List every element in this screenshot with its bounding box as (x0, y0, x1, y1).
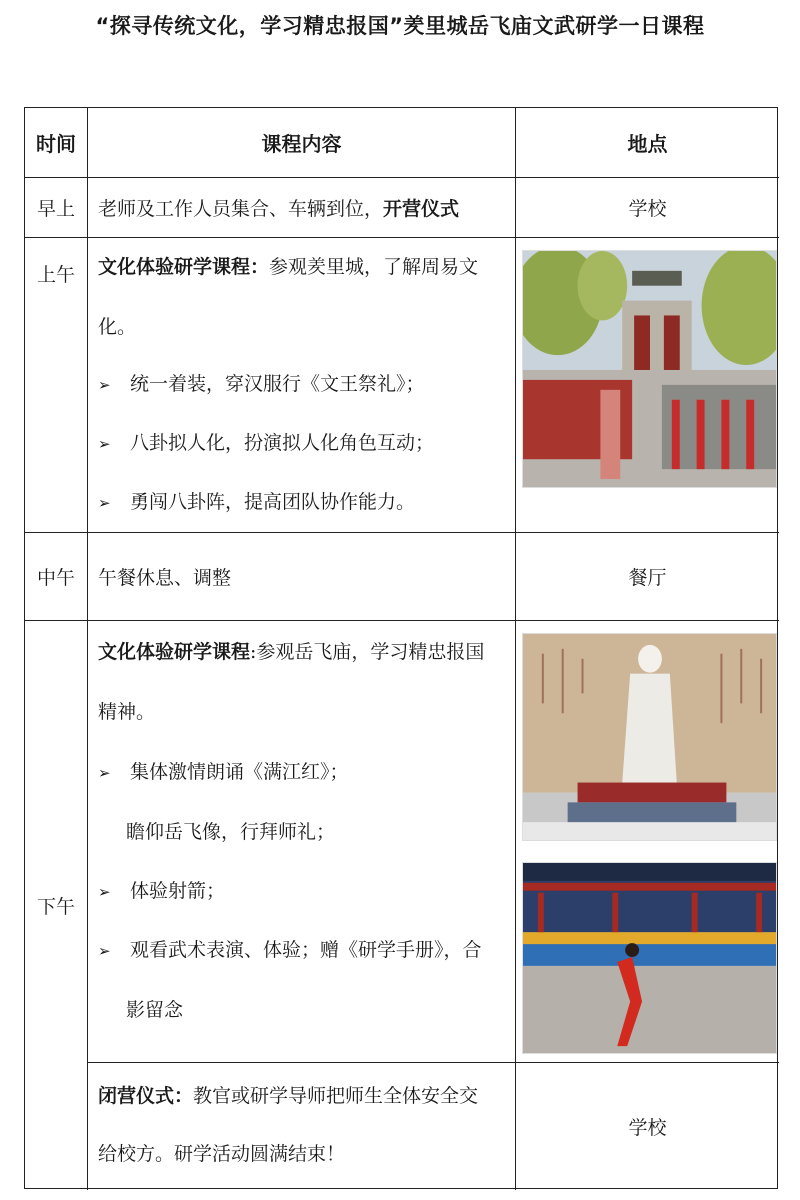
opening-ceremony: 开营仪式 (383, 198, 460, 220)
photo-martial-arts (522, 862, 777, 1054)
afternoon-line1: :参观岳飞庙，学习精忠报国 (250, 641, 485, 663)
schedule-table (24, 107, 778, 1189)
place-noon: 餐厅 (628, 567, 667, 589)
afternoon-line2: 精神。 (98, 701, 156, 723)
afternoon-bullet-2: 体验射箭； (130, 880, 226, 902)
header-place: 地点 (627, 132, 668, 156)
time-afternoon: 下午 (36, 896, 75, 918)
time-morning: 上午 (36, 263, 75, 286)
content-noon: 午餐休息、调整 (98, 567, 232, 589)
closing-line1: 教官或研学导师把师生全体安全交 (193, 1085, 479, 1107)
header-time: 时间 (36, 132, 76, 156)
afternoon-heading: 文化体验研学课程 (98, 641, 251, 663)
time-early-morning: 早上 (36, 198, 75, 220)
morning-line2: 化。 (98, 316, 137, 338)
early-morning-text: 老师及工作人员集合、车辆到位， (98, 198, 384, 220)
photo-youli-city (522, 250, 777, 488)
bullet-icon: ➢ (98, 764, 111, 782)
afternoon-sub-3: 影留念 (126, 999, 184, 1021)
content-afternoon (88, 621, 515, 1062)
bullet-icon: ➢ (98, 435, 111, 453)
photo-yuefei-statue (522, 633, 777, 841)
closing-heading: 闭营仪式： (98, 1085, 194, 1107)
bullet-icon: ➢ (98, 376, 111, 394)
morning-bullet-1: 统一着装，穿汉服行《文王祭礼》； (130, 373, 425, 395)
place-early-morning: 学校 (628, 198, 667, 220)
afternoon-bullet-3: 观看武术表演、体验；赠《研学手册》，合 (130, 939, 482, 961)
document-title: “探寻传统文化，学习精忠报国”羑里城岳飞庙文武研学一日课程 (95, 14, 705, 38)
header-content: 课程内容 (261, 132, 342, 156)
afternoon-bullet-1: 集体激情朗诵《满江红》； (130, 761, 349, 783)
bullet-icon: ➢ (98, 494, 111, 512)
bullet-icon: ➢ (98, 883, 111, 901)
morning-bullet-2: 八卦拟人化，扮演拟人化角色互动； (130, 432, 435, 454)
place-closing: 学校 (628, 1117, 667, 1139)
morning-bullet-3: 勇闯八卦阵，提高团队协作能力。 (130, 491, 416, 513)
morning-line1: 参观羑里城，了解周易文 (269, 256, 479, 278)
content-early-morning (98, 178, 515, 237)
closing-line2: 给校方。研学活动圆满结束！ (98, 1143, 346, 1165)
content-closing (88, 1063, 515, 1190)
bullet-icon: ➢ (98, 942, 111, 960)
column-divider (515, 108, 516, 1190)
morning-heading: 文化体验研学课程： (98, 256, 270, 278)
afternoon-sub-1: 瞻仰岳飞像，行拜师礼； (126, 821, 336, 843)
content-morning (88, 238, 515, 532)
time-noon: 中午 (36, 567, 75, 589)
